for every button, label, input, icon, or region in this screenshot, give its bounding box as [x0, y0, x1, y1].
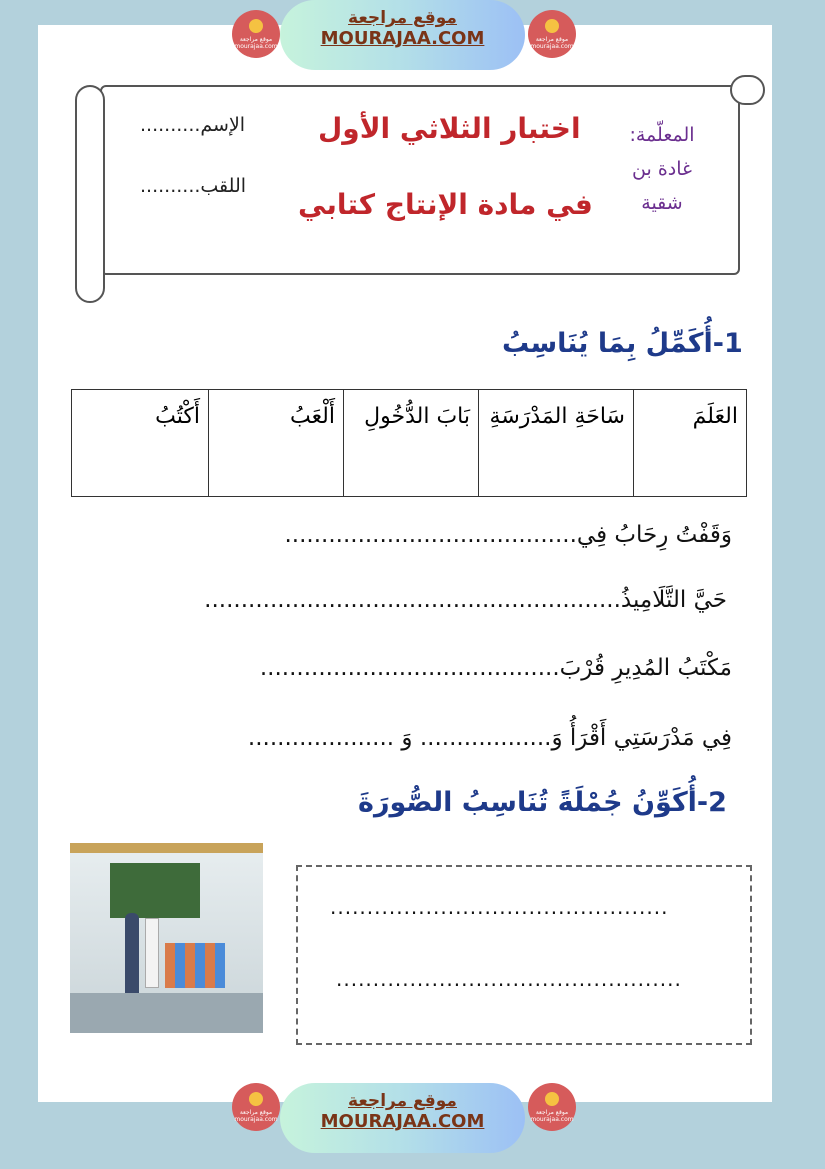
exam-subtitle: في مادة الإنتاج كتابي [298, 188, 593, 221]
logo-icon [545, 19, 559, 33]
word-bank-table [71, 389, 747, 497]
word-cell: العَلَمَ [634, 390, 747, 497]
teacher-label: المعلّمة: [629, 124, 695, 146]
word-cell: أَلْعَبُ [209, 390, 344, 497]
site-logo-right[interactable] [528, 10, 576, 58]
logo-text: موقع مراجعة mourajaa.com [234, 36, 278, 50]
logo-icon [249, 1092, 263, 1106]
answer-line[interactable]: .............................................. [330, 895, 669, 919]
sentence-1[interactable]: وَقَفْتُ رِحَابُ فِي........................................ [284, 522, 732, 548]
children [165, 943, 225, 988]
banner-site[interactable]: MOURAJAA.COM [320, 28, 485, 49]
person [125, 913, 139, 993]
site-logo-left[interactable] [232, 1083, 280, 1131]
frame [70, 843, 263, 853]
word-cell: بَابَ الدُّخُولِ [344, 390, 479, 497]
word-cell: أَكْتُبُ [72, 390, 209, 497]
logo-icon [249, 19, 263, 33]
banner-arabic[interactable]: موقع مراجعة [348, 8, 457, 28]
sentence-2[interactable]: حَيَّ التَّلَامِيذُ......................................................... [204, 587, 727, 613]
teacher-block [612, 118, 712, 220]
sentence-4[interactable]: فِي مَدْرَسَتِي أَقْرَأُ وَ.................. وَ .................... [247, 725, 732, 751]
banner-arabic[interactable]: موقع مراجعة [348, 1091, 457, 1111]
logo-text: موقع مراجعة mourajaa.com [234, 1109, 278, 1123]
teacher-name: غادة بن [632, 158, 692, 180]
blackboard [110, 863, 200, 918]
logo-text: موقع مراجعة mourajaa.com [530, 36, 574, 50]
answer-box[interactable] [296, 865, 752, 1045]
section1-heading: 1-أُكَمِّلُ بِمَا يُنَاسِبُ [502, 328, 743, 359]
teacher-name: شقية [641, 192, 683, 214]
name-field[interactable]: الإسم.......... [140, 114, 246, 136]
exam-title: اختبار الثلاثي الأول [318, 112, 581, 145]
logo-icon [545, 1092, 559, 1106]
surname-field[interactable]: اللقب.......... [140, 175, 247, 197]
person [145, 918, 159, 988]
word-cell: سَاحَةِ المَدْرَسَةِ [479, 390, 634, 497]
sentence-3[interactable]: مَكْتَبُ المُدِيرِ قُرْبَ......................................... [259, 655, 732, 681]
section2-heading: 2-أُكَوِّنُ جُمْلَةً تُنَاسِبُ الصُّورَةَ [358, 787, 727, 818]
scroll-roll-right [730, 75, 765, 105]
answer-line[interactable]: ............................................... [336, 967, 682, 991]
banner-site[interactable]: MOURAJAA.COM [320, 1111, 485, 1132]
school-picture [70, 843, 263, 1033]
site-logo-right[interactable] [528, 1083, 576, 1131]
site-banner-top[interactable] [280, 0, 525, 70]
floor [70, 993, 263, 1033]
site-logo-left[interactable] [232, 10, 280, 58]
site-banner-bottom[interactable] [280, 1083, 525, 1153]
scroll-roll-left [75, 85, 105, 303]
logo-text: موقع مراجعة mourajaa.com [530, 1109, 574, 1123]
